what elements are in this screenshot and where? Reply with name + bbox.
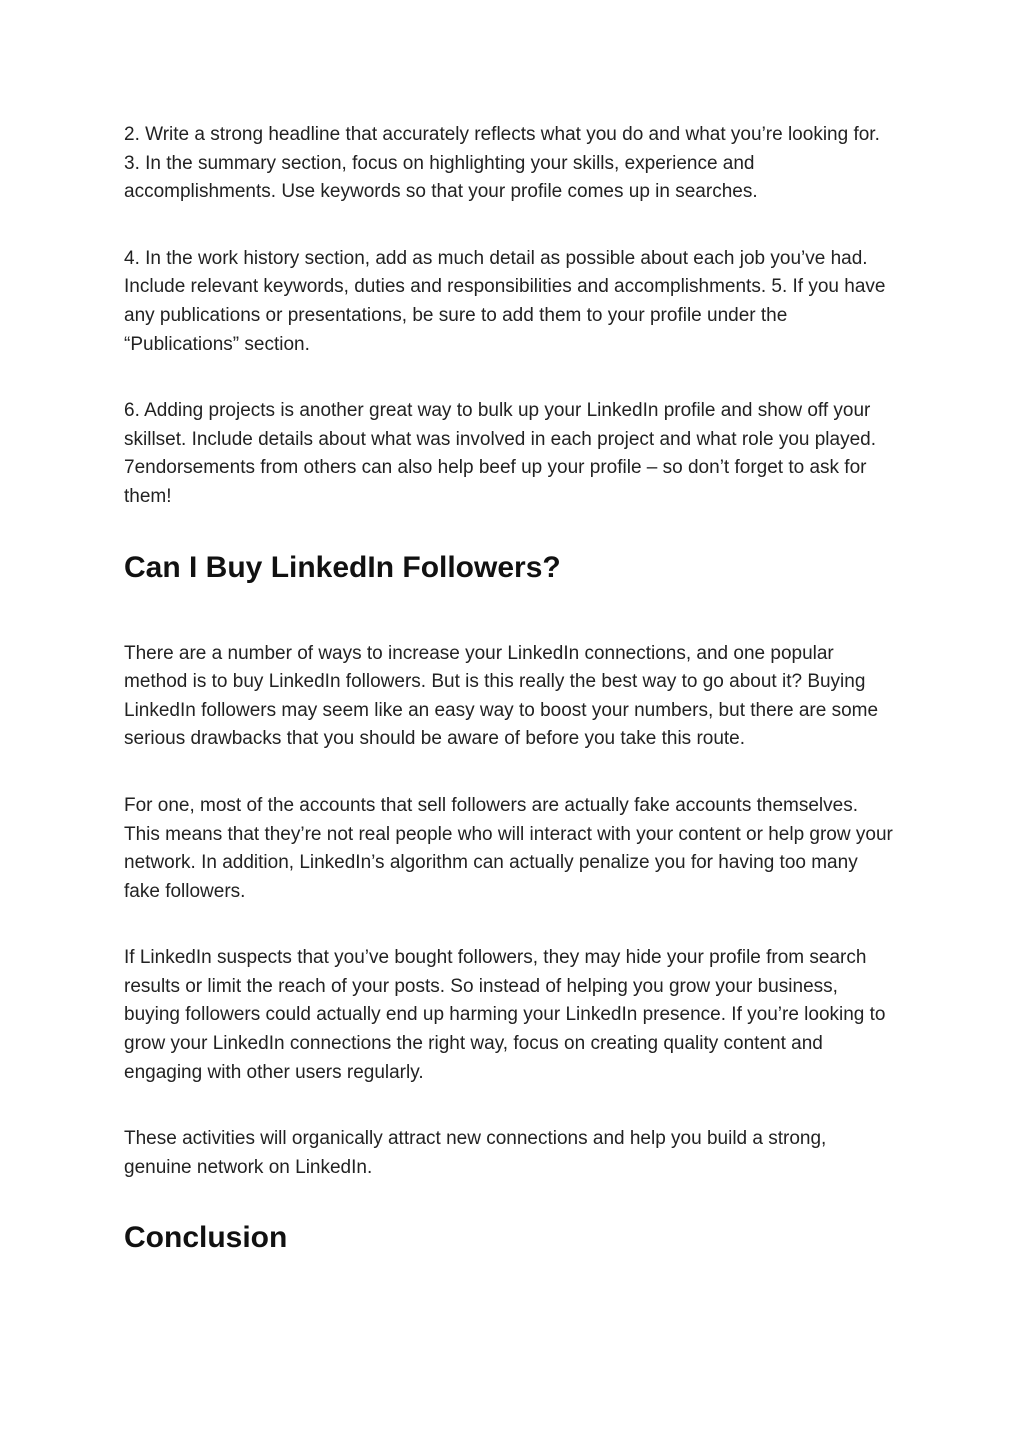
document-page — [124, 121, 894, 1256]
heading-conclusion: Conclusion — [124, 1221, 288, 1255]
paragraph-buy-followers-intro: There are a number of ways to increase your LinkedIn connections, and one popular method is to buy LinkedIn followers. But is this really the best way to go about it? Buying LinkedIn followers may seem like an easy way to boost your numbers, but there are some serious drawbacks that you should be aware of before you take this route. — [124, 642, 879, 750]
heading-buy-followers: Can I Buy LinkedIn Followers? — [124, 550, 561, 584]
paragraph-work-history: 4. In the work history section, add as much detail as possible about each job you’ve had. Include relevant keywords, duties and responsibilities and accomplishments. 5. If you have any publications or presentations, be sure to add them to your profile under the “Publications” section. — [124, 247, 886, 355]
paragraph-organic-growth: These activities will organically attract new connections and help you build a strong, genuine network on LinkedIn. — [124, 1128, 827, 1178]
paragraph-headline-summary: 2. Write a strong headline that accurately reflects what you do and what you’re looking for. 3. In the summary section, focus on highlighting your skills, experience and accomplishments. Use keywords so that your profile comes up in searches. — [124, 124, 880, 203]
paragraph-fake-accounts: For one, most of the accounts that sell followers are actually fake accounts themselves. This means that they’re not real people who will interact with your content or help grow your network. In addition, LinkedIn’s algorithm can actually penalize you for having too many fake followers. — [124, 794, 893, 902]
paragraph-linkedin-penalty: If LinkedIn suspects that you’ve bought followers, they may hide your profile from search results or limit the reach of your posts. So instead of helping you grow your business, buying followers could actually end up harming your LinkedIn presence. If you’re looking to grow your LinkedIn connections the right way, focus on creating quality content and engaging with other users regularly. — [124, 947, 886, 1083]
paragraph-projects: 6. Adding projects is another great way to bulk up your LinkedIn profile and show off your skillset. Include details about what was involved in each project and what role you played. 7endorsements from others can also help beef up your profile – so don’t forget to ask for them! — [124, 400, 876, 507]
